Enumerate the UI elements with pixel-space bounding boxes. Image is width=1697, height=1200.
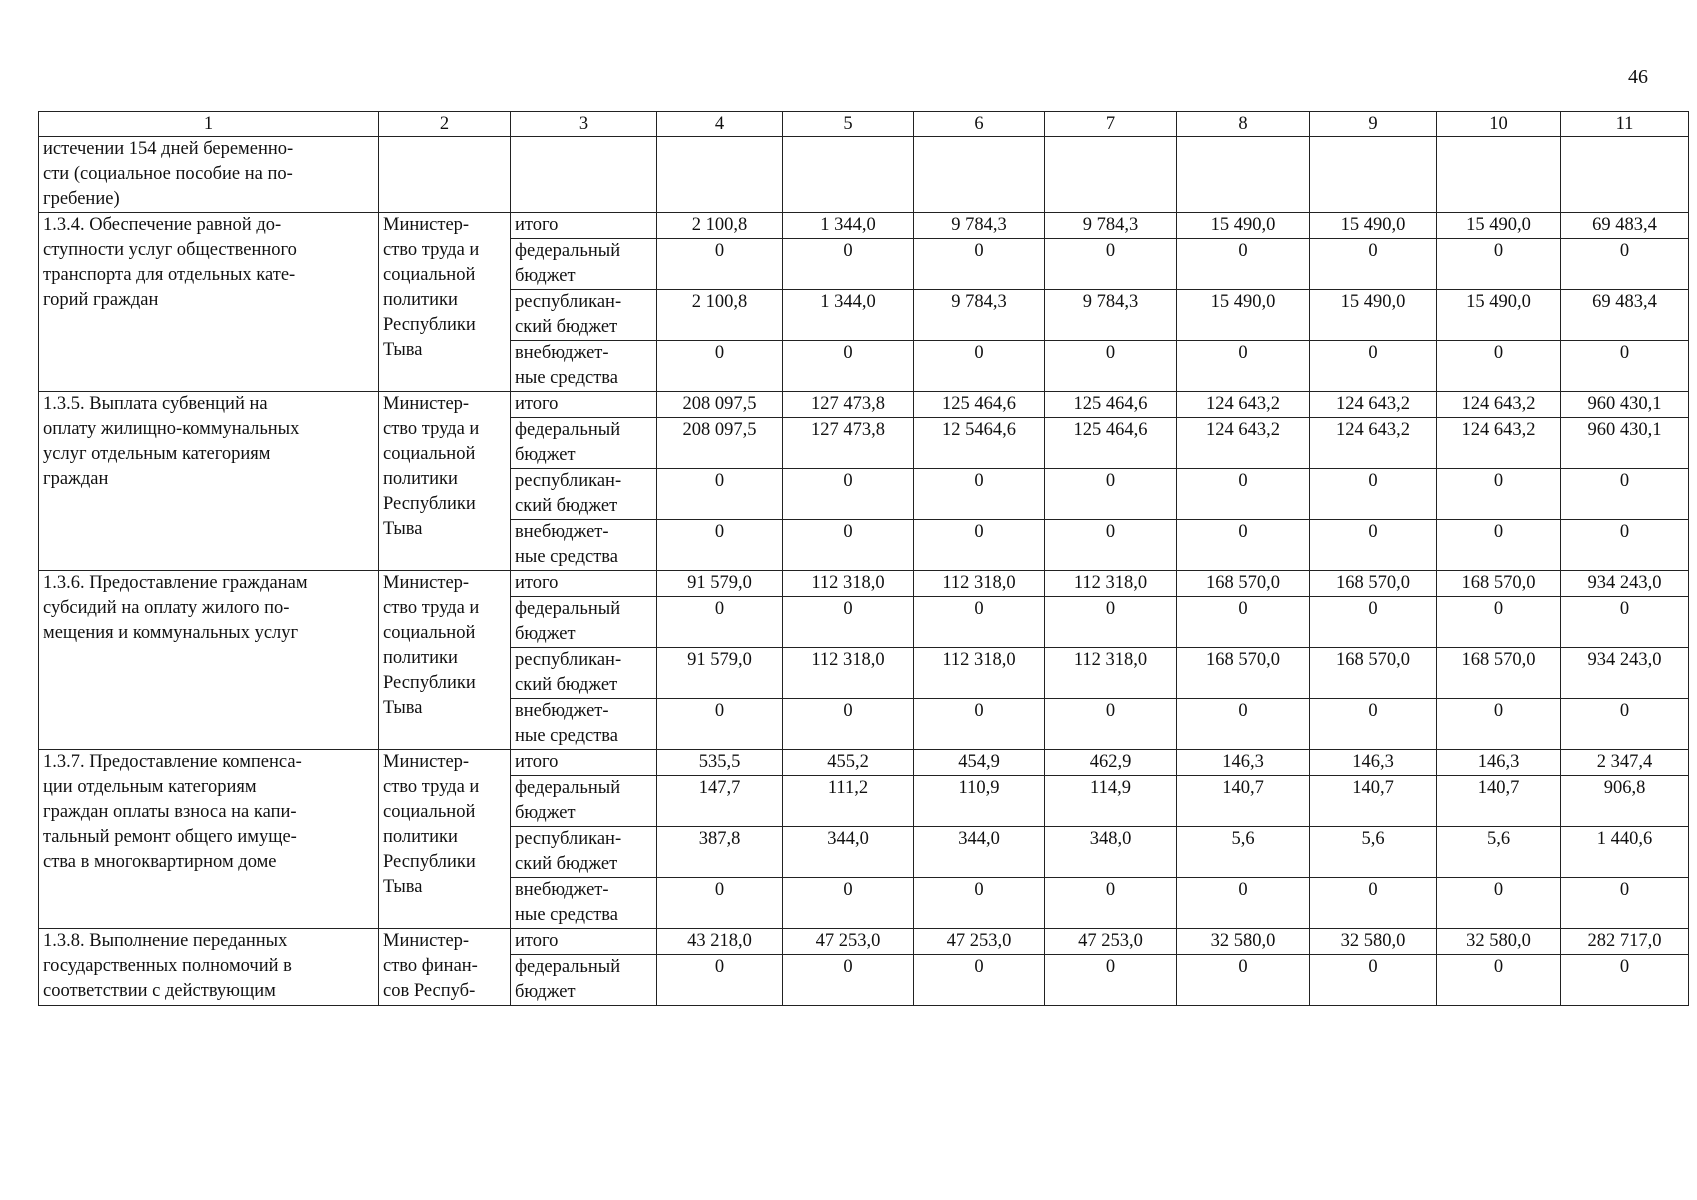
value-cell: 91 579,0	[657, 571, 783, 597]
funding-source: республикан- ский бюджет	[511, 469, 657, 520]
value-cell: 140,7	[1310, 776, 1437, 827]
value-cell: 168 570,0	[1310, 571, 1437, 597]
value-cell: 348,0	[1045, 827, 1177, 878]
table-row	[39, 137, 1689, 213]
value-cell: 0	[783, 699, 914, 750]
value-cell: 124 643,2	[1177, 418, 1310, 469]
value-cell: 15 490,0	[1310, 290, 1437, 341]
value-cell: 208 097,5	[657, 418, 783, 469]
value-cell: 0	[1177, 955, 1310, 1006]
column-header: 4	[657, 112, 783, 137]
responsible-executor: Министер- ство труда и социальной политики Республики Тыва	[379, 213, 511, 392]
value-cell: 0	[783, 520, 914, 571]
value-cell: 0	[914, 878, 1045, 929]
measure-description: 1.3.6. Предоставление гражданам субсидий на оплату жилого по- мещения и коммунальных услуг	[39, 571, 379, 750]
header-row	[39, 112, 1689, 137]
measure-description: 1.3.8. Выполнение переданных государственных полномочий в соответствии с действующим	[39, 929, 379, 1006]
value-cell: 9 784,3	[1045, 290, 1177, 341]
value-cell: 387,8	[657, 827, 783, 878]
column-header: 3	[511, 112, 657, 137]
value-cell: 0	[1045, 878, 1177, 929]
value-cell: 9 784,3	[914, 290, 1045, 341]
value-cell: 0	[1437, 239, 1561, 290]
value-cell: 0	[1177, 878, 1310, 929]
funding-source: внебюджет- ные средства	[511, 341, 657, 392]
value-cell: 344,0	[914, 827, 1045, 878]
funding-source: республикан- ский бюджет	[511, 648, 657, 699]
value-cell: 0	[1561, 597, 1689, 648]
responsible-executor: Министер- ство труда и социальной политики Республики Тыва	[379, 571, 511, 750]
value-cell: 960 430,1	[1561, 418, 1689, 469]
value-cell: 960 430,1	[1561, 392, 1689, 418]
value-cell: 0	[1310, 520, 1437, 571]
value-cell: 0	[1310, 699, 1437, 750]
empty-cell	[1561, 137, 1689, 213]
value-cell: 112 318,0	[914, 571, 1045, 597]
value-cell: 0	[914, 597, 1045, 648]
funding-source: федеральный бюджет	[511, 597, 657, 648]
value-cell: 462,9	[1045, 750, 1177, 776]
value-cell: 0	[657, 239, 783, 290]
value-cell: 0	[1045, 597, 1177, 648]
value-cell: 0	[783, 878, 914, 929]
value-cell: 15 490,0	[1177, 290, 1310, 341]
value-cell: 0	[783, 341, 914, 392]
empty-cell	[379, 137, 511, 213]
responsible-executor: Министер- ство финан- сов Респуб-	[379, 929, 511, 1006]
value-cell: 112 318,0	[1045, 571, 1177, 597]
value-cell: 1 344,0	[783, 290, 914, 341]
value-cell: 0	[1437, 341, 1561, 392]
funding-source: итого	[511, 571, 657, 597]
value-cell: 140,7	[1437, 776, 1561, 827]
value-cell: 0	[1437, 520, 1561, 571]
funding-source: итого	[511, 213, 657, 239]
value-cell: 91 579,0	[657, 648, 783, 699]
value-cell: 934 243,0	[1561, 648, 1689, 699]
empty-cell	[1437, 137, 1561, 213]
value-cell: 5,6	[1310, 827, 1437, 878]
value-cell: 124 643,2	[1437, 392, 1561, 418]
funding-source: федеральный бюджет	[511, 239, 657, 290]
funding-source: внебюджет- ные средства	[511, 699, 657, 750]
value-cell: 0	[1561, 341, 1689, 392]
value-cell: 0	[783, 239, 914, 290]
value-cell: 0	[1437, 469, 1561, 520]
funding-source: федеральный бюджет	[511, 418, 657, 469]
value-cell: 0	[1045, 520, 1177, 571]
budget-table	[38, 111, 1689, 1006]
funding-source: итого	[511, 929, 657, 955]
value-cell: 127 473,8	[783, 392, 914, 418]
value-cell: 0	[657, 520, 783, 571]
measure-description: 1.3.4. Обеспечение равной до- ступности услуг общественного транспорта для отдельных кате- горий граждан	[39, 213, 379, 392]
value-cell: 168 570,0	[1437, 648, 1561, 699]
value-cell: 0	[1310, 878, 1437, 929]
value-cell: 2 347,4	[1561, 750, 1689, 776]
value-cell: 32 580,0	[1310, 929, 1437, 955]
column-header: 11	[1561, 112, 1689, 137]
value-cell: 9 784,3	[914, 213, 1045, 239]
value-cell: 125 464,6	[1045, 418, 1177, 469]
value-cell: 0	[1310, 955, 1437, 1006]
value-cell: 15 490,0	[1437, 290, 1561, 341]
table-row	[39, 750, 1689, 776]
value-cell: 47 253,0	[914, 929, 1045, 955]
value-cell: 168 570,0	[1177, 571, 1310, 597]
value-cell: 124 643,2	[1310, 392, 1437, 418]
value-cell: 0	[1437, 955, 1561, 1006]
value-cell: 0	[914, 341, 1045, 392]
value-cell: 0	[1045, 469, 1177, 520]
value-cell: 15 490,0	[1437, 213, 1561, 239]
value-cell: 0	[1310, 239, 1437, 290]
empty-cell	[657, 137, 783, 213]
value-cell: 0	[1561, 699, 1689, 750]
value-cell: 0	[1561, 955, 1689, 1006]
value-cell: 15 490,0	[1310, 213, 1437, 239]
value-cell: 0	[657, 597, 783, 648]
value-cell: 168 570,0	[1310, 648, 1437, 699]
value-cell: 0	[783, 955, 914, 1006]
column-header: 6	[914, 112, 1045, 137]
value-cell: 454,9	[914, 750, 1045, 776]
funding-source: итого	[511, 750, 657, 776]
value-cell: 47 253,0	[783, 929, 914, 955]
table-row	[39, 929, 1689, 955]
value-cell: 146,3	[1437, 750, 1561, 776]
table-row	[39, 392, 1689, 418]
value-cell: 0	[914, 239, 1045, 290]
table-row	[39, 571, 1689, 597]
value-cell: 0	[1437, 878, 1561, 929]
column-header: 5	[783, 112, 914, 137]
empty-cell	[511, 137, 657, 213]
value-cell: 124 643,2	[1177, 392, 1310, 418]
value-cell: 0	[657, 878, 783, 929]
value-cell: 0	[1177, 699, 1310, 750]
value-cell: 9 784,3	[1045, 213, 1177, 239]
empty-cell	[1310, 137, 1437, 213]
value-cell: 112 318,0	[914, 648, 1045, 699]
value-cell: 2 100,8	[657, 213, 783, 239]
empty-cell	[1177, 137, 1310, 213]
value-cell: 140,7	[1177, 776, 1310, 827]
value-cell: 124 643,2	[1310, 418, 1437, 469]
value-cell: 0	[657, 469, 783, 520]
value-cell: 147,7	[657, 776, 783, 827]
value-cell: 0	[1177, 239, 1310, 290]
value-cell: 5,6	[1437, 827, 1561, 878]
value-cell: 0	[1561, 469, 1689, 520]
funding-source: итого	[511, 392, 657, 418]
value-cell: 0	[1561, 239, 1689, 290]
value-cell: 69 483,4	[1561, 213, 1689, 239]
value-cell: 0	[1045, 341, 1177, 392]
funding-source: республикан- ский бюджет	[511, 290, 657, 341]
value-cell: 0	[1177, 469, 1310, 520]
value-cell: 455,2	[783, 750, 914, 776]
value-cell: 112 318,0	[1045, 648, 1177, 699]
value-cell: 69 483,4	[1561, 290, 1689, 341]
measure-description: истечении 154 дней беременно- сти (социальное пособие на по- гребение)	[39, 137, 379, 213]
value-cell: 0	[657, 699, 783, 750]
value-cell: 32 580,0	[1177, 929, 1310, 955]
value-cell: 344,0	[783, 827, 914, 878]
value-cell: 0	[914, 469, 1045, 520]
value-cell: 906,8	[1561, 776, 1689, 827]
value-cell: 0	[1437, 699, 1561, 750]
value-cell: 0	[1045, 955, 1177, 1006]
value-cell: 114,9	[1045, 776, 1177, 827]
column-header: 9	[1310, 112, 1437, 137]
column-header: 10	[1437, 112, 1561, 137]
measure-description: 1.3.5. Выплата субвенций на оплату жилищно-коммунальных услуг отдельным категориям граждан	[39, 392, 379, 571]
funding-source: федеральный бюджет	[511, 955, 657, 1006]
empty-cell	[783, 137, 914, 213]
value-cell: 0	[914, 955, 1045, 1006]
value-cell: 168 570,0	[1437, 571, 1561, 597]
value-cell: 32 580,0	[1437, 929, 1561, 955]
responsible-executor: Министер- ство труда и социальной политики Республики Тыва	[379, 750, 511, 929]
value-cell: 934 243,0	[1561, 571, 1689, 597]
value-cell: 124 643,2	[1437, 418, 1561, 469]
value-cell: 47 253,0	[1045, 929, 1177, 955]
value-cell: 0	[1561, 878, 1689, 929]
value-cell: 146,3	[1310, 750, 1437, 776]
value-cell: 43 218,0	[657, 929, 783, 955]
value-cell: 125 464,6	[914, 392, 1045, 418]
value-cell: 146,3	[1177, 750, 1310, 776]
empty-cell	[914, 137, 1045, 213]
column-header: 8	[1177, 112, 1310, 137]
value-cell: 0	[1310, 597, 1437, 648]
empty-cell	[1045, 137, 1177, 213]
value-cell: 110,9	[914, 776, 1045, 827]
page-number: 46	[1628, 66, 1648, 88]
value-cell: 0	[1310, 469, 1437, 520]
measure-description: 1.3.7. Предоставление компенса- ции отдельным категориям граждан оплаты взноса на капи- тальный ремонт общего имуще- ства в многоквартирном доме	[39, 750, 379, 929]
value-cell: 0	[1177, 520, 1310, 571]
value-cell: 0	[1310, 341, 1437, 392]
column-header: 7	[1045, 112, 1177, 137]
value-cell: 282 717,0	[1561, 929, 1689, 955]
funding-source: внебюджет- ные средства	[511, 878, 657, 929]
value-cell: 111,2	[783, 776, 914, 827]
value-cell: 112 318,0	[783, 571, 914, 597]
funding-source: внебюджет- ные средства	[511, 520, 657, 571]
value-cell: 0	[657, 341, 783, 392]
column-header: 2	[379, 112, 511, 137]
value-cell: 0	[1437, 597, 1561, 648]
value-cell: 1 440,6	[1561, 827, 1689, 878]
value-cell: 0	[914, 520, 1045, 571]
value-cell: 125 464,6	[1045, 392, 1177, 418]
value-cell: 168 570,0	[1177, 648, 1310, 699]
value-cell: 0	[783, 597, 914, 648]
value-cell: 15 490,0	[1177, 213, 1310, 239]
value-cell: 5,6	[1177, 827, 1310, 878]
value-cell: 0	[1561, 520, 1689, 571]
value-cell: 112 318,0	[783, 648, 914, 699]
table-row	[39, 213, 1689, 239]
value-cell: 2 100,8	[657, 290, 783, 341]
value-cell: 1 344,0	[783, 213, 914, 239]
value-cell: 0	[914, 699, 1045, 750]
value-cell: 0	[1045, 699, 1177, 750]
value-cell: 208 097,5	[657, 392, 783, 418]
column-header: 1	[39, 112, 379, 137]
responsible-executor: Министер- ство труда и социальной политики Республики Тыва	[379, 392, 511, 571]
value-cell: 0	[657, 955, 783, 1006]
funding-source: республикан- ский бюджет	[511, 827, 657, 878]
funding-source: федеральный бюджет	[511, 776, 657, 827]
value-cell: 0	[1045, 239, 1177, 290]
value-cell: 0	[1177, 597, 1310, 648]
value-cell: 12 5464,6	[914, 418, 1045, 469]
value-cell: 0	[783, 469, 914, 520]
value-cell: 0	[1177, 341, 1310, 392]
value-cell: 127 473,8	[783, 418, 914, 469]
value-cell: 535,5	[657, 750, 783, 776]
